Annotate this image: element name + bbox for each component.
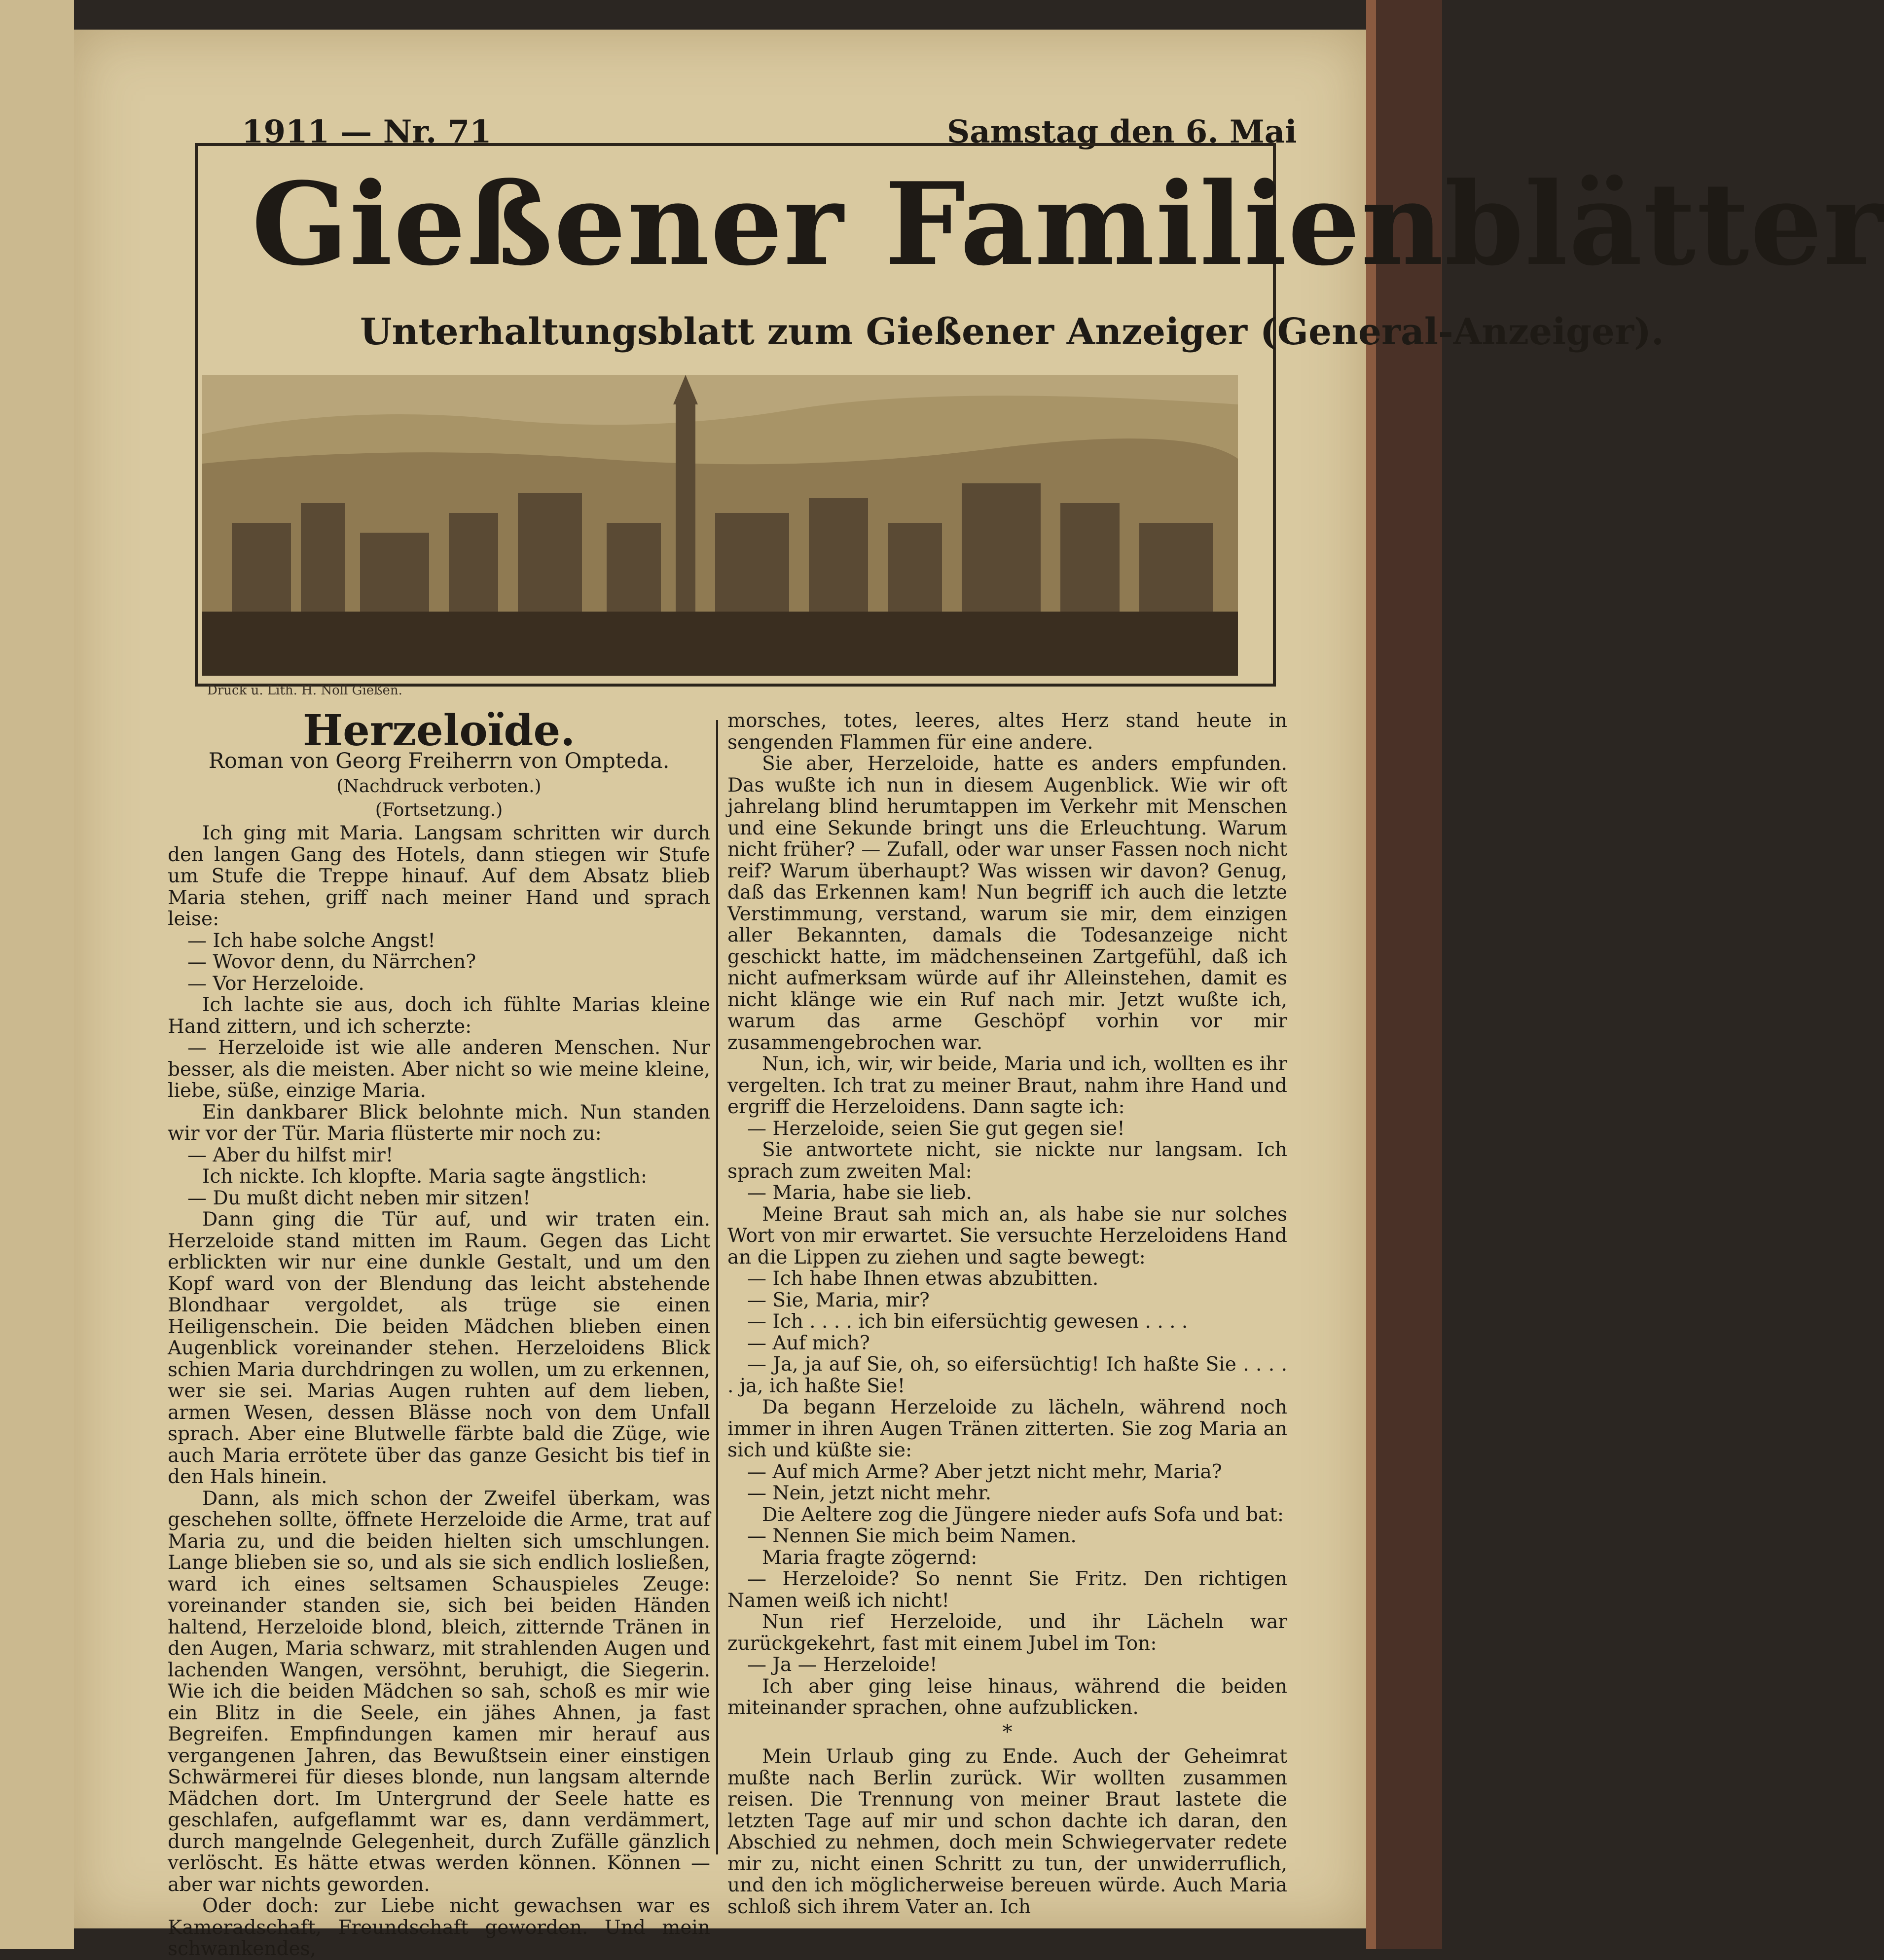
paragraph: Ich lachte sie aus, doch ich fühlte Marias kleine Hand zittern, und ich scherzte: — [168, 994, 710, 1038]
paragraph: Da begann Herzeloide zu lächeln, während noch immer in ihren Augen Tränen zitterten. Sie zog Maria an sich und küßte sie: — [727, 1396, 1287, 1461]
paragraph: Mein Urlaub ging zu Ende. Auch der Geheimrat mußte nach Berlin zurück. Wir wollten zusammen reisen. Die Trennung von meiner Braut lastete die letzten Tage auf mir und schon dachte ich daran, den Abschied zu nehmen, doch mein Schwiegervater redete mir zu, nicht einen Schritt zu tun, der unwiderruflich, und den ich möglicherweise bereuen würde. Auch Maria schloß sich ihrem Vater an. Ich — [727, 1745, 1287, 1918]
engraver-credit: Druck u. Lith. H. Noll Gießen. — [207, 683, 402, 698]
paragraph: Sie aber, Herzeloide, hatte es anders empfunden. Das wußte ich nun in diesem Augenblick. Wie wir oft jahrelang blind herumtappen im Verkehr mit Menschen und eine Sekunde bringt uns die Erleuchtung. Warum nicht früher? — Zufall, oder war unser Fassen noch nicht reif? Warum überhaupt? Was wissen wir davon? Genug, daß das Erkennen kam! Nun begriff ich auch die letzte Verstimmung, verstand, warum sie mir, dem einzigen aller Bekannten, damals die Todesanzeige nicht geschickt hatte, im mädchenseinen Zartgefühl, daß ich nicht aufmerksam würde auf ihr Alleinstehen, damit es nicht klänge wie ein Ruf nach mir. Jetzt wußte ich, warum das arme Geschöpf vorhin vor mir zusammengebrochen war. — [727, 753, 1287, 1054]
story-title: Herzeloïde. — [302, 706, 576, 756]
paragraph: Oder doch: zur Liebe nicht gewachsen war es Kameradschaft, Freundschaft geworden. Und mein schwankendes, — [168, 1895, 710, 1960]
paragraph: Sie antwortete nicht, sie nickte nur langsam. Ich sprach zum zweiten Mal: — [727, 1139, 1287, 1183]
dialogue-line: — Maria, habe sie lieb. — [747, 1182, 972, 1204]
masthead-subtitle: Unterhaltungsblatt zum Gießener Anzeiger (General-Anzeiger). — [360, 311, 1664, 353]
spine-edge — [1366, 0, 1376, 1949]
story-byline: Roman von Georg Freiherrn von Ompteda. — [208, 748, 670, 773]
paragraph: Dann, als mich schon der Zweifel überkam, was geschehen sollte, öffnete Herzeloide die Arme, trat auf Maria zu, und die beiden hielten sich umschlungen. Lange blieben sie so, und als sie sich endlich losließen, ward ich eines seltsamen Schauspieles Zeuge: voreinander standen sie, sich bei beiden Händen haltend, Herzeloide blond, bleich, zitternde Tränen in den Augen, Maria schwarz, mit strahlenden Augen und lachenden Wangen, versöhnt, beruhigt, die Siegerin. Wie ich die beiden Mädchen so sah, schoß es mir wie ein Blitz in die Seele, ein jähes Ahnen, ja fast Begreifen. Empfindungen kamen mir herauf aus vergangenen Jahren, das Bewußtsein einer einstigen Schwärmerei für dieses blonde, nun langsam alternde Mädchen dort. Im Untergrund der Seele hatte es geschlafen, aufgeflammt war es, dann verdämmert, durch mangelnde Gelegenheit, durch Zufälle gänzlich verlöscht. Es hätte etwas werden können. Können — aber war nichts geworden. — [168, 1487, 710, 1896]
dialogue-line: — Auf mich Arme? Aber jetzt nicht mehr, Maria? — [747, 1460, 1222, 1483]
masthead — [197, 158, 1884, 395]
column-divider — [716, 720, 718, 1854]
paragraph: morsches, totes, leeres, altes Herz stand heute in sengenden Flammen für eine andere. — [727, 710, 1287, 754]
dialogue-line: — Wovor denn, du Närrchen? — [187, 951, 476, 973]
continuation-note: (Fortsetzung.) — [375, 799, 503, 820]
paragraph: Ich aber ging leise hinaus, während die beiden miteinander sprachen, ohne aufzublicken. — [727, 1675, 1287, 1719]
dialogue-line: — Herzeloide? So nennt Sie Fritz. Den richtigen Namen weiß ich nicht! — [727, 1568, 1287, 1612]
paragraph: Ein dankbarer Blick belohnte mich. Nun standen wir vor der Tür. Maria flüsterte mir noch zu: — [168, 1101, 710, 1145]
dialogue-line: — Nennen Sie mich beim Namen. — [747, 1525, 1077, 1547]
left-column — [168, 706, 710, 1960]
paragraph: Die Aeltere zog die Jüngere nieder aufs Sofa und bat: — [762, 1503, 1284, 1526]
dialogue-line: — Aber du hilfst mir! — [187, 1144, 394, 1166]
paragraph: Dann ging die Tür auf, und wir traten ein. Herzeloide stand mitten im Raum. Gegen das Licht erblickten wir nur eine dunkle Gestalt, und um den Kopf ward von der Blendung das leicht abstehende Blondhaar vergoldet, als trüge sie einen Heiligenschein. Die beiden Mädchen blieben einen Augenblick voreinander stehen. Herzeloidens Blick schien Maria durchdringen zu wollen, um zu erkennen, wer sie sei. Marias Augen ruhten auf dem lieben, armen Wesen, dessen Blässe noch von dem Unfall sprach. Aber eine Blutwelle färbte bald die Züge, wie auch Maria errötete über das ganze Gesicht bis tief in den Hals hinein. — [168, 1208, 710, 1488]
right-column — [727, 710, 1287, 1918]
dialogue-line: — Herzeloide ist wie alle anderen Menschen. Nur besser, als die meisten. Aber nicht so wie meine kleine, liebe, süße, einzige Maria. — [168, 1037, 710, 1102]
dialogue-line: — Ich habe solche Angst! — [187, 929, 435, 952]
issue-number: 1911 — Nr. 71 — [242, 113, 492, 150]
dialogue-line: — Herzeloide, seien Sie gut gegen sie! — [747, 1117, 1125, 1140]
dialogue-line: — Ich . . . . ich bin eifersüchtig gewesen . . . . — [747, 1310, 1188, 1333]
town-skyline-graphic — [202, 375, 1238, 676]
paragraph: Maria fragte zögernd: — [762, 1546, 978, 1569]
book-spine — [1366, 0, 1442, 1949]
paragraph: Meine Braut sah mich an, als habe sie nur solches Wort von mir erwartet. Sie versuchte Herzeloidens Hand an die Lippen zu ziehen und sagte bewegt: — [727, 1203, 1287, 1269]
paragraph: Nun, ich, wir, wir beide, Maria und ich, wollten es ihr vergelten. Ich trat zu meiner Braut, nahm ihre Hand und ergriff die Herzeloidens. Dann sagte ich: — [727, 1053, 1287, 1118]
dialogue-line: — Vor Herzeloide. — [187, 972, 364, 995]
dialogue-line: — Ja, ja auf Sie, oh, so eifersüchtig! Ich haßte Sie . . . . . ja, ich haßte Sie! — [727, 1353, 1287, 1397]
paragraph: Ich ging mit Maria. Langsam schritten wir durch den langen Gang des Hotels, dann stiegen wir Stufe um Stufe die Treppe hinauf. Auf dem Absatz blieb Maria stehen, griff nach meiner Hand und sprach leise: — [168, 822, 710, 930]
dialogue-line: — Ja — Herzeloide! — [747, 1654, 938, 1676]
dialogue-line: — Auf mich? — [747, 1332, 870, 1354]
masthead-title: Gießener Familienblätter — [252, 158, 1884, 291]
town-vignette-illustration — [202, 375, 1238, 676]
section-break-asterisk: * — [1002, 1720, 1013, 1743]
paragraph: Ich nickte. Ich klopfte. Maria sagte ängstlich: — [202, 1165, 648, 1188]
reprint-note: (Nachdruck verboten.) — [336, 776, 542, 797]
dialogue-line: — Ich habe Ihnen etwas abzubitten. — [747, 1268, 1099, 1290]
issue-date: Samstag den 6. Mai — [947, 113, 1297, 150]
paragraph: Nun rief Herzeloide, und ihr Lächeln war zurückgekehrt, fast mit einem Jubel im Ton: — [727, 1611, 1287, 1655]
dialogue-line: — Sie, Maria, mir? — [747, 1289, 930, 1311]
dialogue-line: — Du mußt dicht neben mir sitzen! — [187, 1187, 531, 1209]
dialogue-line: — Nein, jetzt nicht mehr. — [747, 1482, 992, 1504]
adjacent-page-edge — [0, 0, 74, 1949]
